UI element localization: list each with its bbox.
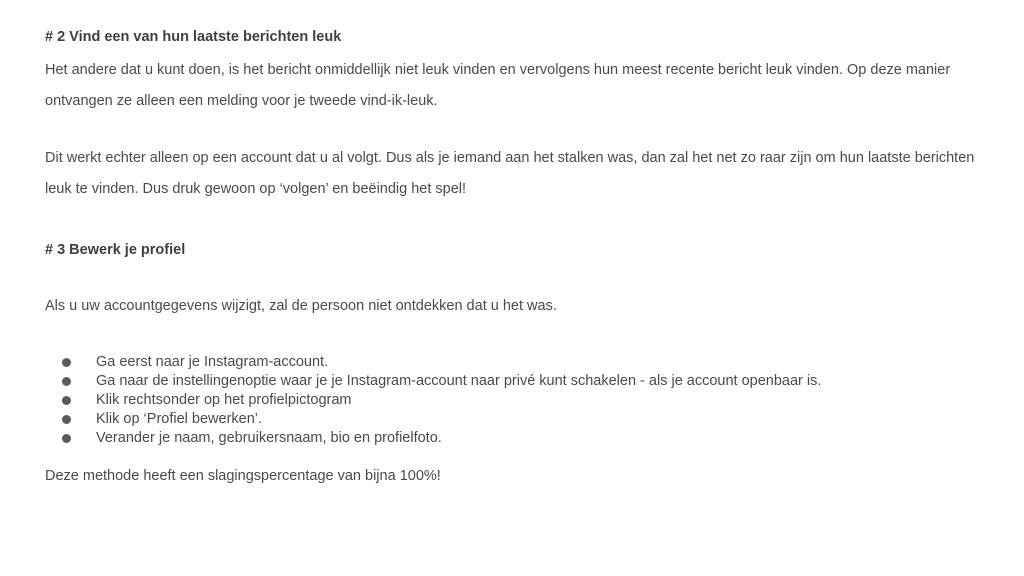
list-item-text: Ga naar de instellingenoptie waar je je Instagram-account naar privé kunt schakelen - als je account openbaar is. <box>96 373 822 389</box>
list-item-text: Verander je naam, gebruikersnaam, bio en profielfoto. <box>96 430 442 446</box>
section-2-heading: # 2 Vind een van hun laatste berichten leuk <box>45 29 342 45</box>
list-item <box>45 353 821 372</box>
section-3-conclusion: Deze methode heeft een slagingspercentage van bijna 100%! <box>45 468 441 484</box>
section-2-paragraph-2: Dit werkt echter alleen op een account dat u al volgt. Dus als je iemand aan het stalken was, dan zal het net zo raar zijn om hun laatste berichten leuk te vinden. Dus druk gewoon op ‘volgen’ en beëindig het spel! <box>45 150 975 197</box>
bullet-icon <box>62 358 71 367</box>
list-item <box>45 410 821 429</box>
bullet-icon <box>62 396 71 405</box>
list-item <box>45 429 821 448</box>
list-item <box>45 372 821 391</box>
bullet-icon <box>62 377 71 386</box>
bullet-icon <box>62 434 71 443</box>
section-2-paragraph-1: Het andere dat u kunt doen, is het bericht onmiddellijk niet leuk vinden en vervolgens hun meest recente bericht leuk vinden. Op deze manier ontvangen ze alleen een melding voor je tweede vind-ik-leuk. <box>45 62 951 109</box>
list-item-text: Klik rechtsonder op het profielpictogram <box>96 392 352 408</box>
section-3-intro: Als u uw accountgegevens wijzigt, zal de persoon niet ontdekken dat u het was. <box>45 298 557 314</box>
steps-list <box>45 353 821 448</box>
section-3-heading: # 3 Bewerk je profiel <box>45 242 186 258</box>
list-item <box>45 391 821 410</box>
list-item-text: Klik op ‘Profiel bewerken’. <box>96 411 263 427</box>
bullet-icon <box>62 415 71 424</box>
list-item-text: Ga eerst naar je Instagram-account. <box>96 354 329 370</box>
